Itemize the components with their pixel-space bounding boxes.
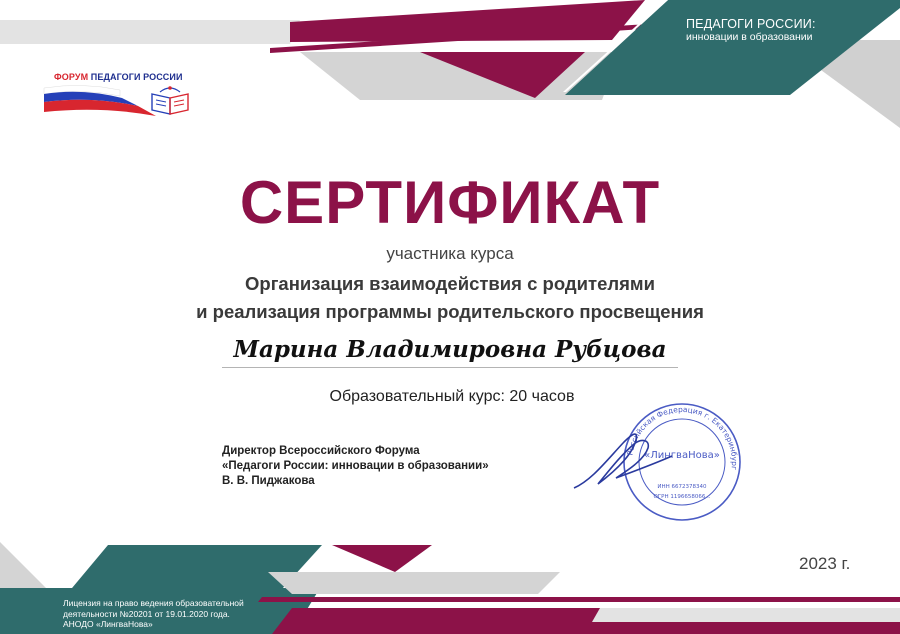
bottom-thin-stripe — [258, 597, 900, 602]
director-name: В. В. Пиджакова — [222, 475, 315, 487]
course-title-line-1: Организация взаимодействия с родителями — [245, 273, 655, 294]
director-block — [222, 444, 489, 489]
forum-brand-title: ПЕДАГОГИ РОССИИ: — [686, 17, 816, 31]
logo-word-forum: ФОРУМ — [54, 72, 89, 82]
name-underline — [222, 367, 678, 368]
director-title: Директор Всероссийского Форума — [222, 445, 420, 457]
logo-word-rest: ПЕДАГОГИ РОССИИ — [90, 72, 183, 82]
license-info — [63, 598, 244, 630]
license-line-3: АНОДО «ЛингваНова» — [63, 619, 153, 629]
license-line-1: Лицензия на право ведения образовательной — [63, 598, 244, 608]
forum-logo — [42, 72, 202, 120]
course-title-line-2: и реализация программы родительского просвещения — [196, 301, 704, 322]
recipient-name: Марина Владимировна Рубцова — [233, 336, 667, 363]
course-hours: Образовательный курс: 20 часов — [329, 388, 575, 405]
forum-brand-subtitle: инновации в образовании — [686, 31, 813, 44]
bottom-gray-wedge — [268, 572, 560, 594]
stamp-center-text: «ЛингваНова» — [644, 450, 720, 461]
director-forum: «Педагоги России: инновации в образовании» — [222, 460, 489, 472]
stamp-ring-text: Российская Федерация г. Екатеринбург — [625, 404, 740, 471]
signature — [574, 434, 672, 488]
issue-year: 2023 г. — [799, 554, 851, 573]
stamp-ogrn: ОГРН 1196658066... — [653, 494, 711, 500]
course-title — [0, 270, 900, 326]
open-book-icon — [146, 82, 202, 122]
stamp-with-signature — [562, 400, 742, 525]
bottom-right-gray-band — [592, 608, 900, 622]
stamp-inn: ИНН 6672378340 — [657, 484, 707, 490]
license-line-2: деятельности №20201 от 19.01.2020 года. — [63, 608, 230, 619]
certificate-title: СЕРТИФИКАТ — [239, 169, 661, 236]
forum-brand — [686, 17, 816, 43]
bottom-crimson-triangle — [332, 545, 432, 572]
stamp-inner-ring — [639, 419, 725, 505]
stamp-outer-ring — [624, 404, 740, 520]
certificate-subtitle: участника курса — [386, 244, 514, 263]
top-left-band — [0, 20, 300, 44]
